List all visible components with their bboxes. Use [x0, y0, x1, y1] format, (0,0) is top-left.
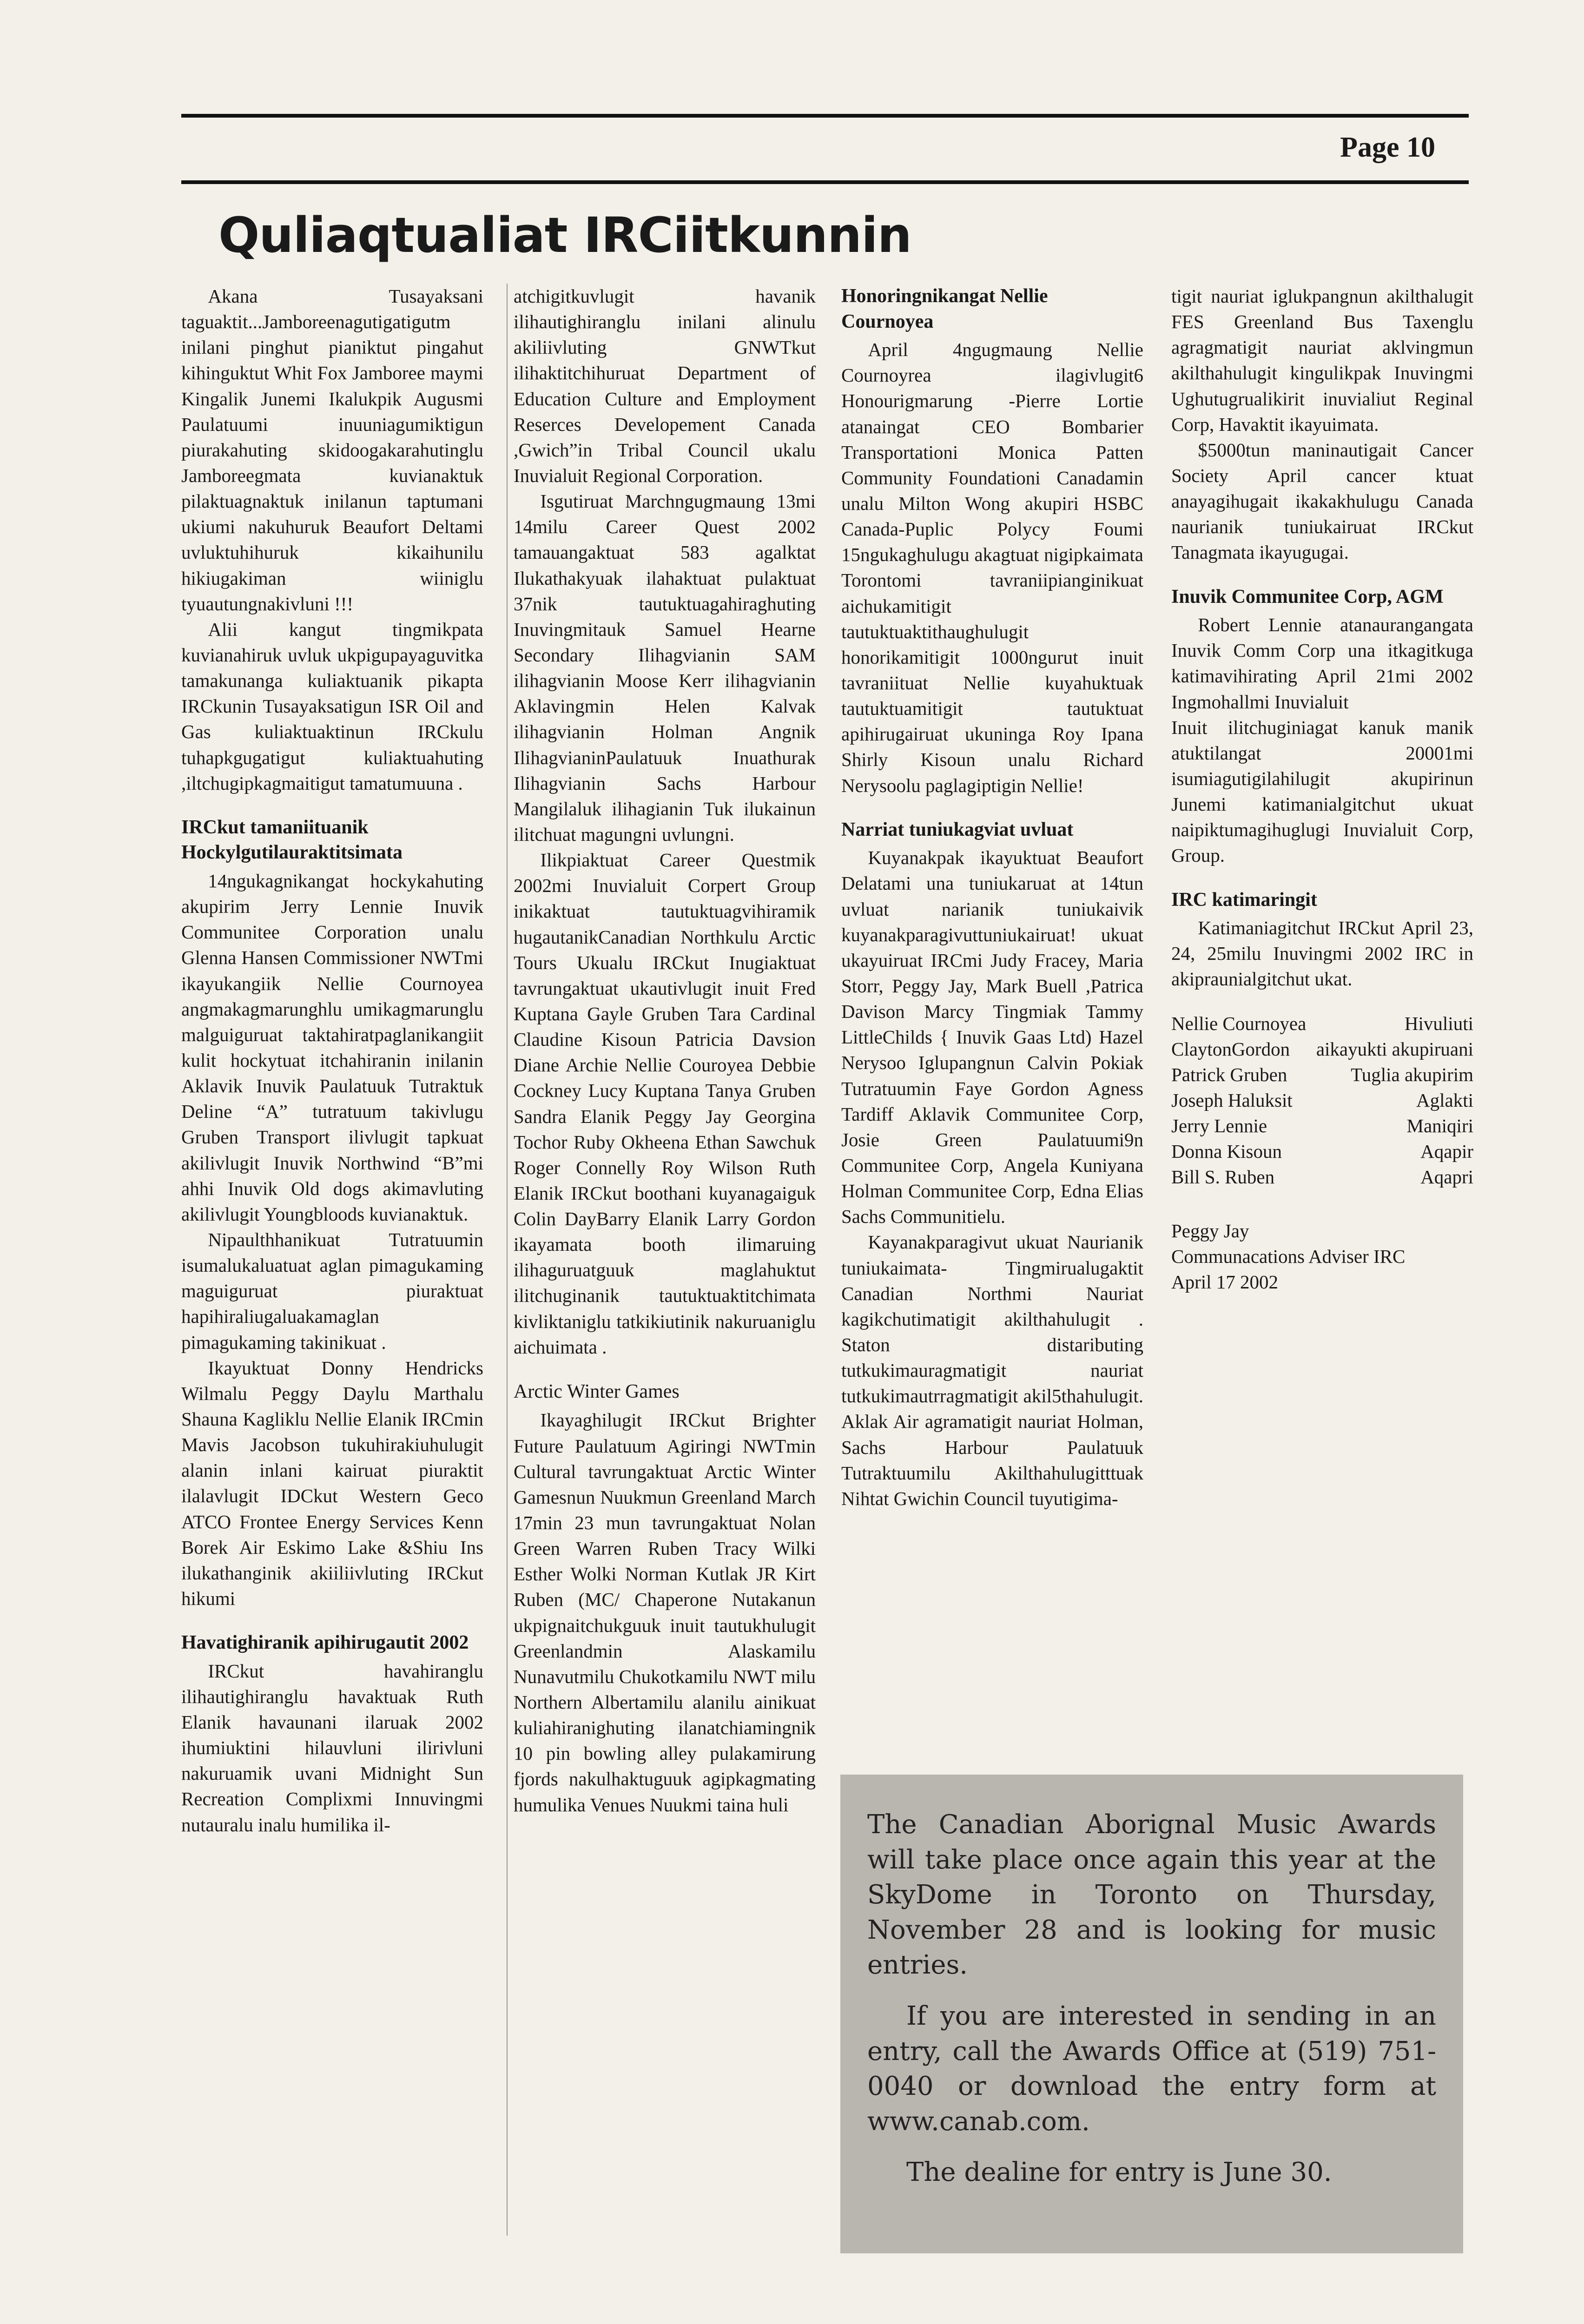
signer-row — [1171, 1088, 1473, 1113]
signer-role: Aqapri — [1420, 1166, 1473, 1188]
signature-block — [1171, 1218, 1473, 1295]
signer-role: Aglakti — [1416, 1089, 1473, 1111]
signature-title: Communacations Adviser IRC — [1171, 1245, 1406, 1267]
page-headline: Quliaqtualiat IRCiitkunnin — [218, 207, 911, 264]
col3-paragraph: Kayanakparagivut ukuat Naurianik tuniukaimata- Tingmirualugaktit Canadian Northmi Nauriat kagikchutimatigit akilthahulugit . Staton distaributing tutkukimauragmatigit nauriat tutkukimautrragmatigit akil5thahulugit. Aklak Air agramatigit nauriat Holman, Sachs Harbour Paulatuuk Tutraktuumilu Akilthahulugitttuak Nihtat Gwichin Council tuyutigima- — [841, 1231, 1143, 1509]
signer-name: Jerry Lennie — [1171, 1115, 1267, 1137]
col1-paragraph: Alii kangut tingmikpata kuvianahiruk uvluk ukpigupayaguvitka tamakunanga kuliaktuanik pikapta IRCkunin Tusayaksatigun ISR Oil and Gas kuliaktuaktinun IRCkulu tuhapkgugatigut kuliaktuahuting ,iltchugipkagmaitigut tamatumuuna . — [181, 618, 483, 794]
col4-paragraph: $5000tun maninautigait Cancer Society April cancer ktuat anayagihugait ikakakhulugu Canada naurianik tuniukairuat IRCkut Tanagmata ikayugugai. — [1171, 439, 1473, 563]
signer-row — [1171, 1011, 1473, 1037]
ad-paragraph: The Canadian Aborignal Music Awards will take place once again this year at the SkyDome in Toronto on Thursday, November 28 and is looking for music entries. — [867, 1809, 1436, 1981]
signer-name: ClaytonGordon — [1171, 1038, 1290, 1060]
ad-paragraph: If you are interested in sending in an entry, call the Awards Office at (519) 751-0040 or download the entry form at www.canab.com. — [867, 2000, 1436, 2137]
col2-paragraph: atchigitkuvlugit havanik ilihautighiranglu inilani alinulu akiliivluting GNWTkut ilihaktitchihuruat Department of Education Culture and Employment Reserces Developement Canada ,Gwich”in Tribal Council ukalu Inuvialuit Regional Corporation. — [514, 285, 816, 486]
signer-name: Bill S. Ruben — [1171, 1166, 1275, 1188]
column-2 — [514, 284, 816, 1818]
top-rule — [181, 114, 1469, 118]
column-divider — [507, 284, 508, 2236]
signers-list — [1171, 1011, 1473, 1190]
page-number: Page 10 — [1340, 132, 1435, 163]
section-heading: Arctic Winter Games — [514, 1380, 680, 1402]
col1-paragraph: Akana Tusayaksani taguaktit...Jamboreenagutigatigutm inilani pinghut pianiktut pingahut kihinguktut Whit Fox Jamboree maymi Kingalik Junemi Ikalukpik Augusmi Paulatuumi inuuniagumiktigun piurakahuting skidoogakarahutinglu Jamboreegmata kuvianaktuk pilaktuagnaktuk inilanun taptumani ukiumi nakuhuruk Beaufort Deltami uvluktuhihuruk kikaihunilu hikiugakiman wiiniglu tyuautungnakivluni !!! — [181, 285, 483, 614]
signer-name: Nellie Cournoyea — [1171, 1012, 1307, 1034]
col4-paragraph: tigit nauriat iglukpangnun akilthalugit FES Greenland Bus Taxenglu agragmatigit nauriat aklvingmun akilthahulugit kingulikpak Inuvingmi Ughutugrualikirit inuvialiut Reginal Corp, Havaktit ikayuimata. — [1171, 285, 1473, 435]
signer-row — [1171, 1113, 1473, 1139]
signer-role: Maniqiri — [1406, 1115, 1473, 1137]
col1-paragraph: Ikayuktuat Donny Hendricks Wilmalu Peggy Daylu Marthalu Shauna Kagliklu Nellie Elanik IRCmin Mavis Jacobson tukuhirakiuhulugit alanin inlani kairuat piuraktit ilalavlugit IDCkut Western Geco ATCO Frontee Energy Services Kenn Borek Air Eskimo Lake &Shiu Ins ilukathanginik akiiliivluting IRCkut hikumi — [181, 1357, 483, 1609]
col2-paragraph: Isgutiruat Marchngugmaung 13mi 14milu Career Quest 2002 tamauangaktuat 583 agalktat Ilukathakyuak ilahaktuat pulaktuat 37nik tautuktuagahiraghuting Inuvingmitauk Samuel Hearne Secondary Ilihagvianin SAM ilihagvianin Moose Kerr ilihagvianin Aklavingmin Helen Kalvak ilihagvianin Holman Angnik IlihagvianinPaulatuuk Inuathurak Ilihagvianin Sachs Harbour Mangilaluk ilihagianin Tuk ilukainun ilitchuat magungni uvlungni. — [514, 490, 816, 845]
signature-date: April 17 2002 — [1171, 1271, 1279, 1293]
section-heading: IRC katimaringit — [1171, 889, 1317, 911]
section-heading: Narriat tuniukagviat uvluat — [841, 819, 1074, 840]
col4-paragraph: Katimaniagitchut IRCkut April 23, 24, 25milu Inuvingmi 2002 IRC in akipraunialgitchut ukat. — [1171, 917, 1473, 990]
header-rule — [181, 180, 1469, 184]
col1-paragraph: 14ngukagnikangat hockykahuting akupirim Jerry Lennie Inuvik Communitee Corporation unalu Glenna Hansen Commissioner NWTmi ikayukangiik Nellie Cournoyea angmakagmarunghlu umikagmarunglu malguiguruat taktahiratpaglanikangiit kulit hockytuat itchahiranin inilanin Aklavik Inuvik Paulatuuk Tutraktuk Deline “A” tutratuum takivlugu Gruben Transport ilivlugit tapkuat akilivlugit Inuvik Northwind “B”mi ahhi Inuvik Old dogs akimavluting akilivlugit Youngbloods kuvianaktuk. — [181, 870, 483, 1225]
section-heading: IRCkut tamaniituanik Hockylgutilauraktitsimata — [181, 816, 403, 864]
ad-deadline: The dealine for entry is June 30. — [906, 2157, 1332, 2188]
signer-row — [1171, 1062, 1473, 1088]
signer-row — [1171, 1164, 1473, 1190]
signer-name: Donna Kisoun — [1171, 1141, 1282, 1162]
signer-role: Hivuliuti — [1404, 1012, 1473, 1034]
column-4 — [1171, 284, 1473, 1295]
col2-paragraph: Ilikpiaktuat Career Questmik 2002mi Inuvialuit Corpert Group inikaktuat tautuktuagvihiramik hugautanikCanadian Northkulu Arctic Tours Ukualu IRCkut Inugiaktuat tavrungaktuat ukautivlugit inuit Fred Kuptana Gayle Gruben Tara Cardinal Claudine Kisoun Patricia Davsion Diane Archie Nellie Couroyea Debbie Cockney Lucy Kuptana Tanya Gruben Sandra Elanik Peggy Jay Georgina Tochor Ruby Okheena Ethan Sawchuk Roger Connelly Roy Wilson Ruth Elanik IRCkut boothani kuyanagaiguk Colin DayBarry Elanik Larry Gordon ikayamata booth ilimaruing ilihaguruatguuk maglahuktut ilitchuginanik tautuktuaktitchimata kivliktaniglu tatkikiutinik nakuruaniglu aichuimata . — [514, 849, 816, 1358]
signer-role: Tuglia akupirim — [1351, 1063, 1473, 1085]
signature-name: Peggy Jay — [1171, 1220, 1249, 1241]
col1-paragraph: Nipaulthhanikuat Tutratuumin isumalukaluatuat aglan pimagukaming maguiguruat piuraktuat hapihiraliugaluakamaglan pimagukaming takinikuat . — [181, 1228, 483, 1353]
music-awards-ad — [840, 1775, 1463, 2253]
section-heading: Inuvik Communitee Corp, AGM — [1171, 586, 1444, 607]
signer-name: Patrick Gruben — [1171, 1063, 1287, 1085]
column-1 — [181, 284, 483, 1838]
col4-paragraph: Inuit ilitchuginiagat kanuk manik atuktilangat 20001mi isumiagutigilahilugit akupirinun Junemi katimanialgitchut ukuat naipiktumagihuglugi Inuvialuit Corp, Group. — [1171, 716, 1473, 866]
col4-paragraph: Robert Lennie atanaurangangata Inuvik Comm Corp una itkagitkuga katimavihirating April 21mi 2002 Ingmohallmi Inuvialuit — [1171, 614, 1473, 713]
column-3 — [841, 284, 1143, 1512]
section-heading: Havatighiranik apihirugautit 2002 — [181, 1632, 469, 1654]
col3-paragraph: April 4ngugmaung Nellie Cournoyrea ilagivlugit6 Honourigmarung -Pierre Lortie atanaingat CEO Bombarier Transportationi Monica Patten Community Foundationi Canadamin unalu Milton Wong akupiri HSBC Canada-Puplic Polycy Foumi 15ngukaghulugu akagtuat nigipkaimata Torontomi tavraniipianginikuat aichukamitigit tautuktuaktithaughulugit honorikamitigit 1000ngurut inuit tavraniituat Nellie kuyahuktuak tautuktuamitigit tautuktuat apihirugairuat ukuninga Roy Ipana Shirly Kisoun unalu Richard Nerysoolu paglagiptigin Nellie! — [841, 339, 1143, 796]
section-heading: Honoringnikangat Nellie Cournoyea — [841, 285, 1048, 332]
col1-paragraph: IRCkut havahiranglu ilihautighiranglu havaktuak Ruth Elanik havaunani ilaruak 2002 ihumiuktini hilauvluni ilirivluni nakuruamik uvani Midnight Sun Recreation Complixmi Innuvingmi nutauralu inalu humilika il- — [181, 1660, 483, 1835]
signer-name: Joseph Haluksit — [1171, 1089, 1293, 1111]
col3-paragraph: Kuyanakpak ikayuktuat Beaufort Delatami una tuniukaruat at 14tun uvluat narianik tuniukaivik kuyanakparagivuttuniukairuat! ukuat ukayuiruat IRCmi Judy Fracey, Maria Storr, Peggy Jay, Mark Buell ,Patrica Davison Marcy Tingmiak Tammy LittleChilds { Inuvik Gaas Ltd) Hazel Nerysoo Iglupangnun Calvin Pokiak Tutratuumin Faye Gordon Agness Tardiff Aklavik Communitee Corp, Josie Green Paulatuumi9n Communitee Corp, Angela Kuniyana Holman Communitee Corp, Edna Elias Sachs Communitielu. — [841, 847, 1143, 1228]
signer-role: Aqapir — [1420, 1141, 1473, 1162]
signer-role: aikayukti akupiruani — [1316, 1038, 1473, 1060]
signer-row — [1171, 1139, 1473, 1164]
signer-row — [1171, 1037, 1473, 1062]
col2-paragraph: Ikayaghilugit IRCkut Brighter Future Paulatuum Agiringi NWTmin Cultural tavrungaktuat Arctic Winter Gamesnun Nuukmun Greenland March 17min 23 mun tavrungaktuat Nolan Green Warren Ruben Tracy Wilki Esther Wolki Norman Kutlak JR Kirt Ruben (MC/ Chaperone Nutakanun ukpignaitchukguuk inuit tautukhulugit Greenlandmin Alaskamilu Nunavutmilu Chukotkamilu NWT milu Northern Albertamilu alanilu ainikuat kuliahiranighuting ilanatchiamingnik 10 pin bowling alley pulakamirung fjords nakulhaktuguuk agipkagmating humulika Venues Nuukmi taina huli — [514, 1409, 816, 1816]
